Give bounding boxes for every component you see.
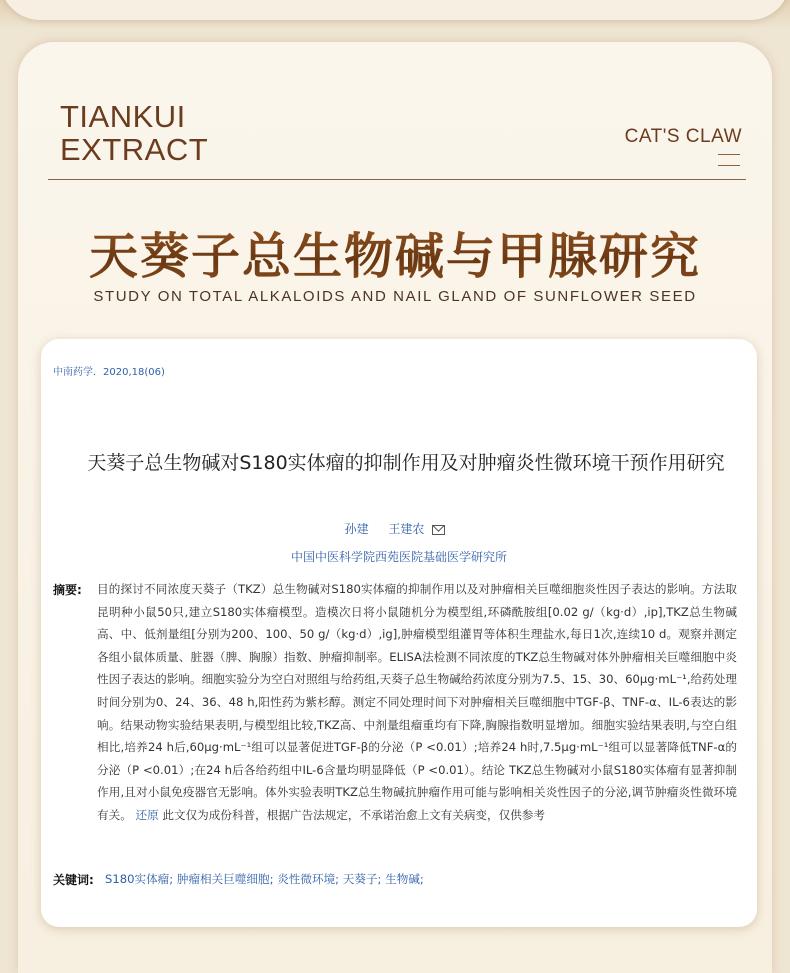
content-panel [18,42,772,973]
top-strip [0,0,790,30]
paper-card [41,339,757,927]
affiliation-link[interactable]: 中国中医科学院西苑医院基础医学研究所 [290,550,507,564]
keywords-label: 关键词: [53,873,94,887]
author-link-corresponding[interactable] [388,522,453,536]
brand-line-2: EXTRACT [60,132,209,167]
page-title: 天葵子总生物碱与甲腺研究 [18,218,772,288]
journal-citation[interactable]: 中南药学．2020,18(06) [53,367,165,378]
abstract-body: 目的探讨不同浓度天葵子（TKZ）总生物碱对S180实体瘤的抑制作用以及对肿瘤相关巨噬细胞炎性因子表达的影响。方法取昆明种小鼠50只,建立S180实体瘤模型。造模次日将小鼠随机分为模型组,环磷酰胺组[0.02 g/（kg·d）,ip],TKZ总生物碱高、中、低剂量组[分别为200、100、50 g/（kg·d）,ig],肿瘤模型组灌胃等体积生理盐水,每日1次,连续10 d。观察并测定各组小鼠体质量、脏器（脾、胸腺）指数、肿瘤抑制率。ELISA法检测不同浓度的TKZ总生物碱对体外肿瘤相关巨噬细胞中炎性因子表达的影响。细胞实验分为空白对照组与给药组,天葵子总生物碱给药浓度分别为7.5、15、30、60μg·mL⁻¹,给药处理时间分别为0、24、36、48 h,阳性药为紫杉醇。测定不同处理时间下对肿瘤相关巨噬细胞中TGF-β、TNF-α、IL-6表达的影响。结果动物实验结果表明,与模型组比较,TKZ高、中剂量组瘤重均有下降,胸腺指数明显增加。细胞实验结果表明,与空白组相比,培养24 h后,60μg·mL⁻¹组可以显著促进TGF-β的分泌（P <0.01）;培养24 h时,7.5μg·mL⁻¹组可以显著降低TNF-α的分泌（P <0.01）;在24 h后各给药组中IL-6含量均明显降低（P <0.01）。结论 TKZ总生物碱对小鼠S180实体瘤有显著抑制作用,且对小鼠免疫器官无影响。体外实验表明TKZ总生物碱抗肿瘤作用可能与影响相关炎性因子的分泌,调节肿瘤炎性微环境有关。 [97,582,737,822]
brand-line-1: TIANKUI [60,99,186,134]
top-strip-shape [0,0,790,20]
page-subtitle: STUDY ON TOTAL ALKALOIDS AND NAIL GLAND OF SUNFLOWER SEED [93,288,697,305]
author-link[interactable]: 孙建 [344,522,369,536]
restore-link[interactable]: 还原 [135,807,159,822]
brand-logo-text [60,100,208,166]
author-list [41,520,757,537]
abstract-label: 摘要: [53,583,82,597]
menu-lines-icon [718,154,740,166]
brand-right-label: CAT'S CLAW [624,126,742,147]
mail-icon [432,525,445,535]
disclaimer-text: 此文仅为成份科普，根据广告法规定，不承诺治愈上文有关病变，仅供参考 [162,807,545,822]
author-name: 王建农 [388,522,425,536]
header-divider [48,179,746,180]
keywords-list[interactable]: S180实体瘤; 肿瘤相关巨噬细胞; 炎性微环境; 天葵子; 生物碱; [105,872,424,886]
paper-title: 天葵子总生物碱对S180实体瘤的抑制作用及对肿瘤炎性微环境干预作用研究 [87,452,725,474]
abstract-text [97,578,737,827]
